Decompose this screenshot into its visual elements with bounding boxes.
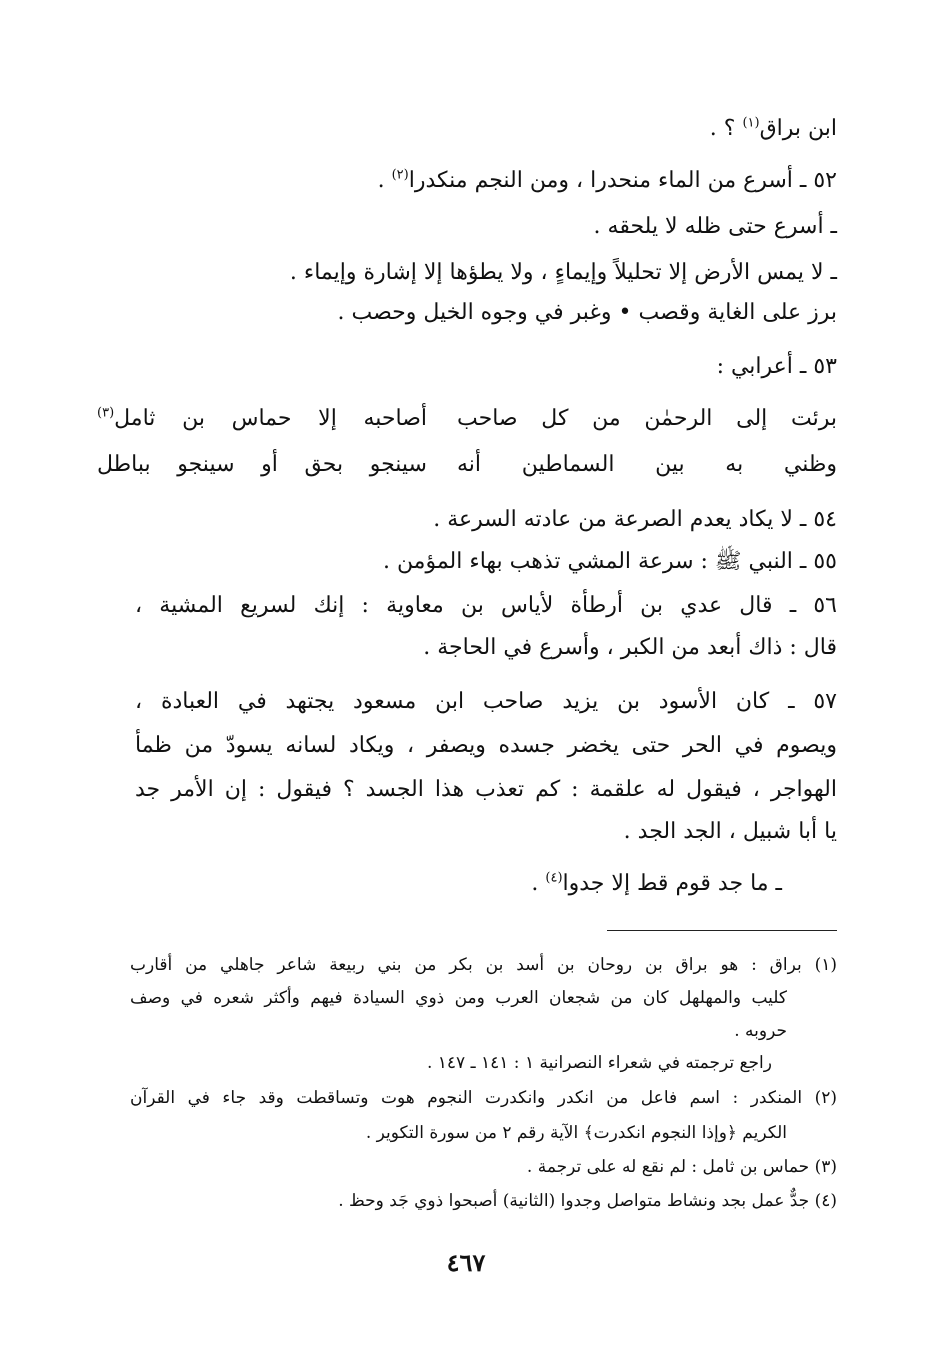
page-number: ٤٦٧: [446, 1248, 486, 1277]
footnote-4: (٤) جدٌّ عمل بجد ونشاط متواصل وجدوا (الثانية) أصبحوا ذوي جَد وحظ .: [338, 1191, 837, 1211]
entry-57: ٥٧ ـ كان الأسود بن يزيد صاحب ابن مسعود يجتهد في العبادة ،: [135, 689, 837, 714]
text-line: ابن براق$^{(١)}$ ؟ .: [709, 115, 837, 141]
footnote-1-cont: كليب والمهلهل كان من شجعان العرب ومن ذوي السيادة فيهم وأكثر شعره في وصف: [130, 988, 787, 1008]
footnote-2-cont: الكريم ﴿وإذا النجوم انكدرت﴾ الآية رقم ٢ من سورة التكوير .: [365, 1123, 787, 1143]
footnote-ref: (٤): [545, 870, 563, 886]
entry-55: ٥٥ ـ النبي ﷺ : سرعة المشي تذهب بهاء المؤمن .: [382, 549, 837, 574]
footnote-ref: (٢): [391, 167, 409, 183]
entry-53: ٥٣ ـ أعرابي :: [716, 354, 837, 379]
text-line: ـ ما جد قوم قط إلا جدوا$^{(٤)}$ .: [531, 870, 782, 896]
footnote-2: (٢) المنكدر : اسم فاعل من انكدر وانكدرت النجوم هوت وتساقطت وقد جاء في القرآن: [130, 1088, 837, 1108]
footnote-separator: [607, 930, 837, 931]
footnote-1-cont: حروبه .: [734, 1021, 787, 1041]
text-line: قال : ذاك أبعد من الكبر ، وأسرع في الحاجة .: [423, 635, 837, 660]
verse-2-second-half: سينجو بحق أو سينجو بباطل: [97, 452, 427, 477]
footnote-ref: (٣): [97, 405, 115, 421]
entry-52: ٥٢ ـ أسرع من الماء منحدرا ، ومن النجم منكدرا$^{(٢)}$ .: [377, 167, 837, 193]
entry-56: ٥٦ ـ قال عدي بن أرطأة لأياس بن معاوية : إنك لسريع المشية ،: [135, 593, 837, 618]
text-line: يا أبا شبيل ، الجد الجد .: [623, 819, 837, 844]
text-line: برز على الغاية وقصب • وغبر في وجوه الخيل وحصب .: [337, 300, 837, 325]
verse-1-first-half: برئت إلى الرحمٰن من كل صاحب: [457, 406, 837, 431]
text-line: الهواجر ، فيقول له علقمة : كم تعذب هذا الجسد ؟ فيقول : إن الأمر جد: [135, 777, 837, 802]
verse-2-first-half: وظني به بين السماطين أنه: [457, 452, 837, 477]
footnote-ref: (١): [742, 115, 760, 131]
text-line: ـ أسرع حتى ظله لا يلحقه .: [593, 214, 837, 239]
footnote-3: (٣) حماس بن ثامل : لم نقع له على ترجمة .: [526, 1157, 837, 1177]
text-line: ويصوم في الحر حتى يخضر جسده ويصفر ، ويكاد لسانه يسودّ من ظمأ: [135, 733, 837, 758]
text-line: ـ لا يمس الأرض إلا تحليلاً وإيماءٍ ، ولا يطؤها إلا إشارة وإيماء .: [289, 260, 837, 285]
footnote-1: (١) براق : هو براق بن روحان بن أسد بن بكر من بني ربيعة شاعر جاهلي من أقارب: [130, 955, 837, 975]
verse-1-second-half: أصاحبه إلا حماس بن ثامل$^{(٣)}$: [97, 405, 427, 431]
footnote-1-ref: راجع ترجمته في شعراء النصرانية ١ : ١٤١ ـ ١٤٧ .: [426, 1053, 772, 1073]
entry-54: ٥٤ ـ لا يكاد يعدم الصرعة من عادته السرعة .: [433, 507, 837, 532]
